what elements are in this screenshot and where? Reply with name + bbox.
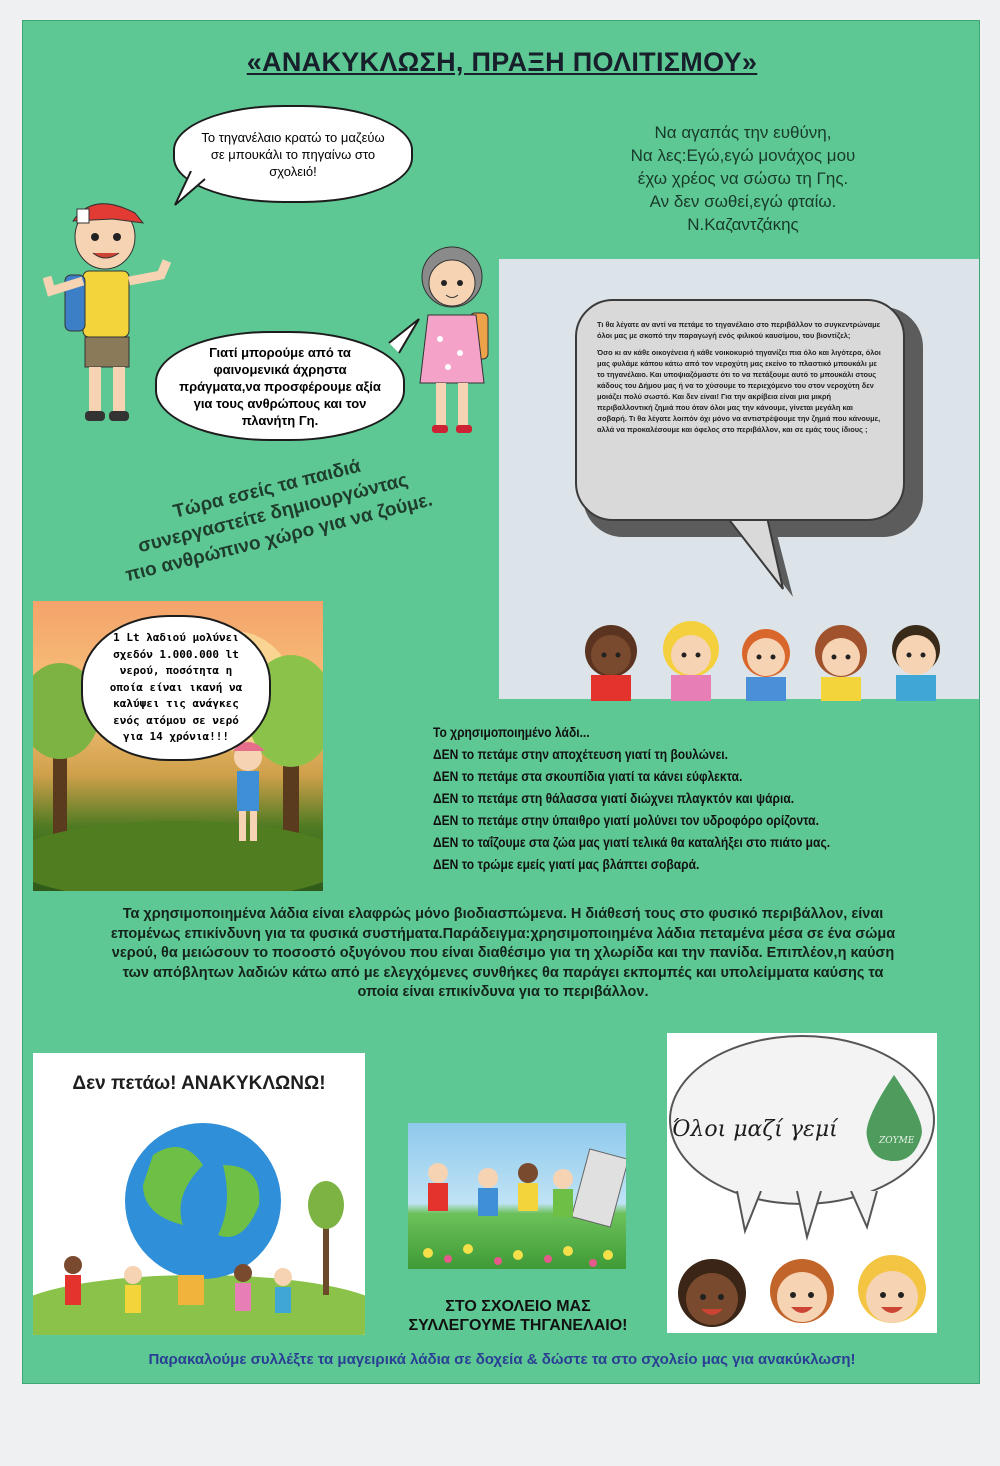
boy-illustration: [43, 191, 173, 431]
forest-illustration: [33, 601, 323, 891]
water-pollution-bubble: [81, 615, 271, 761]
water-pollution-text: 1 Lt λαδιού μολύνει σχεδόν 1.000.000 lt νερού, ποσότητα η οποία είναι ικανή να καλύψει τις ανάγκες ενός ατόμου σε νερό για 14 χρόνια!!!: [109, 631, 243, 744]
oil-danger-paragraph: Τα χρησιμοποιημένα λάδια είναι ελαφρώς μόνο βιοδιασπώμενα. Η διάθεσή τους στο φυσικό περιβάλλον, είναι επομένως επικίνδυνη για τα φυσικά συστήματα.Παράδειγμα:χρησιμοποιημένα λάδια πεταμένα μέσα σε ένα σώμα νερού, θα μειώσουν το ποσοστό οξυγόνου που είναι διαθέσιμο για τη χλωρίδα και την πανίδα. Επιπλέον,η καύση των απόβλητων λαδιών κάτω από με ελεγχόμενες συνθήκες θα παράγει εκπομπές και υπολείμματα καύσης τα οποία είναι επικίνδυνα για το περιβάλλον.: [110, 906, 896, 1000]
oil-line: Το χρησιμοποιημένο λάδι...: [433, 724, 590, 740]
oil-disposal-list: [433, 721, 953, 875]
slogan-text: Όλοι μαζί γεμί: [672, 1117, 838, 1142]
kazantzakis-quote: Να αγαπάς την ευθύνη, Να λες:Εγώ,εγώ μονάχος μου έχω χρέος να σώσω τη Γης. Αν δεν σωθεί,εγώ φταίω. Ν.Καζαντζάκης: [630, 123, 856, 234]
slogan-drop-text: ΖΟΥΜΕ: [879, 1136, 915, 1146]
together-illustration: [667, 1033, 937, 1333]
bubble-tail: [173, 171, 213, 211]
earth-scene: [33, 1105, 365, 1335]
oil-line: ΔΕΝ το τρώμε εμείς γιατί μας βλάπτει σοβαρά.: [433, 856, 700, 872]
speech-bubble-boy-text: Το τηγανέλαιο κρατώ το μαζεύω σε μπουκάλι το πηγαίνω στο σχολειό!: [201, 129, 385, 179]
recycle-caption: Δεν πετάω! ΑΝΑΚΥΚΛΩΝΩ!: [72, 1073, 326, 1094]
oil-line: ΔΕΝ το πετάμε στην αποχέτευση γιατί τη βουλώνει.: [433, 746, 728, 762]
biodiesel-speech-bubble: [575, 299, 905, 521]
oil-line: ΔΕΝ το πετάμε στα σκουπίδια γιατί τα κάνει εύφλεκτα.: [433, 768, 743, 784]
children-running-scene: [408, 1123, 626, 1269]
bubble-tail: [383, 317, 423, 357]
poster-title: «ΑΝΑΚΥΚΛΩΣΗ, ΠΡΑΞΗ ΠΟΛΙΤΙΣΜΟΥ»: [246, 47, 758, 77]
biodiesel-question: Τι θα λέγατε αν αντί να πετάμε το τηγανέλαιο στο περιβάλλον το συγκεντρώναμε όλοι μας με σκοπό την παραγωγή ενός φιλικού καυσίμου, του βιοντίζελ;: [597, 320, 881, 340]
speech-bubble-girl: [155, 331, 405, 441]
bubble-tail: [723, 517, 813, 607]
speech-bubble-girl-text: Γιατί μπορούμε από τα φαινομενικά άχρηστα πράγματα,να προσφέρουμε αξία για τους ανθρώπους και τον πλανήτη Γη.: [179, 344, 381, 428]
call-to-action-text: Τώρα εσείς τα παιδιά συνεργαστείτε δημιουργώντας πιο ανθρώπινο χώρο για να ζούμε.: [123, 455, 435, 587]
kids-row-illustration: [571, 611, 971, 701]
school-collection-caption: ΣΤΟ ΣΧΟΛΕΙΟ ΜΑΣ ΣΥΛΛΕΓΟΥΜΕ ΤΗΓΑΝΕΛΑΙΟ!: [408, 1298, 628, 1334]
oil-line: ΔΕΝ το πετάμε στην ύπαιθρο γιατί μολύνει τον υδροφόρο ορίζοντα.: [433, 812, 819, 828]
recycling-illustration: [33, 1053, 365, 1335]
oil-line: ΔΕΝ το ταΐζουμε στα ζώα μας γιατί τελικά θα καταλήξει στο πιάτο μας.: [433, 834, 831, 850]
poster: [22, 20, 980, 1384]
biodiesel-explanation: Όσο κι αν κάθε οικογένεια ή κάθε νοικοκυριό τηγανίζει πια όλο και λιγότερα, όλοι μας φυλάμε κάπου κάτω από τον νεροχύτη μας εκείνο το πλαστικό μπουκάλι με το τηγανέλαιο. Και υποψιαζόμαστε ότι το να πετάξουμε αυτό το μπουκάλι στους κάδους του Δήμου μας ή να το χύσουμε το περιεχόμενο του στον νεροχύτη δεν μοιάζει πολύ σωστό. Και δεν είναι! Για την ακρίβεια είναι μια μικρή περιβαλλοντική ζημιά που όταν όλοι μας την κάνουμε, γίνεται μεγάλη και σοβαρή. Τι θα λέγατε λοιπόν όχι μόνο να αντιστρέψουμε την ζημιά που κάνουμε, αλλά να προκαλέσουμε και όφελος στο περιβάλλον, και σε εμάς τους ίδιους ;: [597, 348, 881, 434]
oil-line: ΔΕΝ το πετάμε στη θάλασσα γιατί διώχνει πλαγκτόν και ψάρια.: [433, 790, 795, 806]
three-kids-illustration: [667, 1233, 937, 1333]
collection-request-note: Παρακαλούμε συλλέξτε τα μαγειρικά λάδια σε δοχεία & δώστε τα στο σχολείο μας για ανακύκλωση!: [148, 1351, 856, 1368]
school-collection-illustration: [408, 1123, 626, 1269]
